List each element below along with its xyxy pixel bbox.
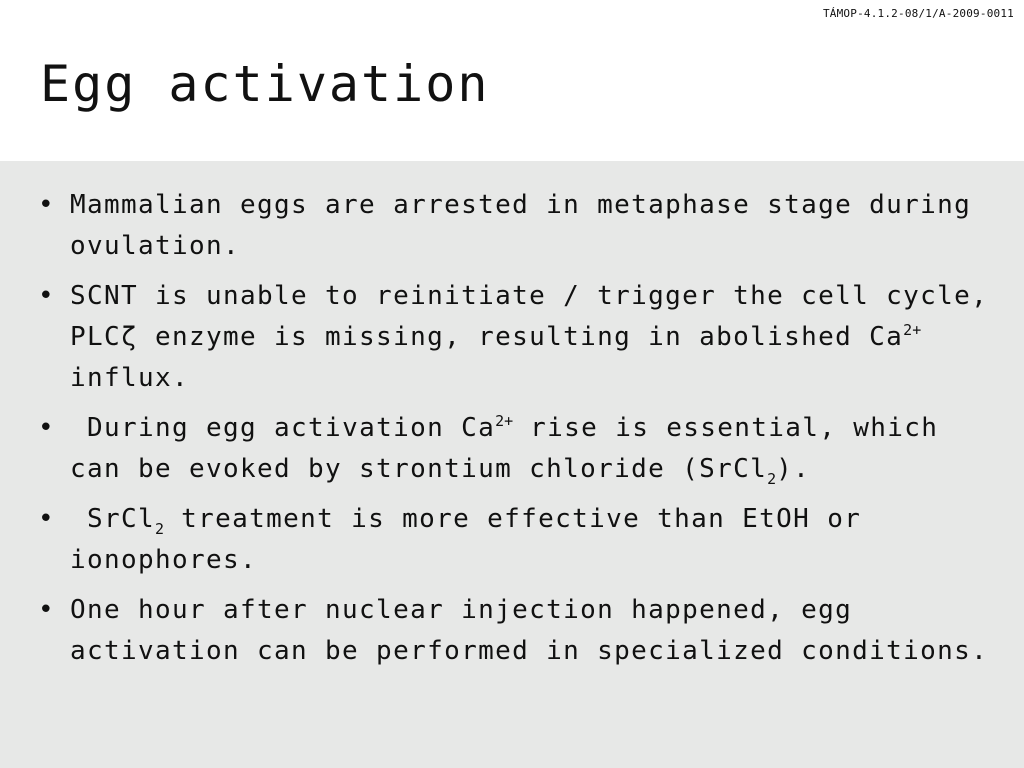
bullet-text: Mammalian eggs are arrested in metaphase stage during ovulation. <box>70 190 972 261</box>
bullet-text: During egg activation Ca <box>70 413 496 443</box>
bullet-item <box>34 408 994 490</box>
bullet-icon: • <box>38 413 56 443</box>
bullet-text: One hour after nuclear injection happened, egg activation can be performed in specialized conditions. <box>70 595 989 666</box>
subscript: 2 <box>155 520 165 538</box>
bullet-text: ). <box>776 454 811 484</box>
bullet-icon: • <box>38 190 56 220</box>
bullet-text: influx. <box>70 363 190 393</box>
superscript: 2+ <box>903 321 922 339</box>
bullet-icon: • <box>38 281 56 311</box>
bullet-text: SrCl <box>70 504 156 534</box>
project-code: TÁMOP-4.1.2-08/1/A-2009-0011 <box>822 7 1014 20</box>
slide-content <box>0 161 1024 768</box>
slide-title: Egg activation <box>40 55 490 113</box>
bullet-text: SCNT is unable to reinitiate / trigger the cell cycle, PLCζ enzyme is missing, resulting in abolished Ca <box>70 281 989 352</box>
bullet-text: treatment is more effective than EtOH or ionophores. <box>70 504 862 575</box>
subscript: 2 <box>767 470 777 488</box>
bullet-text: rise is essential, which can be evoked by strontium chloride (SrCl <box>70 413 939 484</box>
bullet-item <box>34 590 994 672</box>
bullet-item <box>34 499 994 581</box>
bullet-item <box>34 185 994 267</box>
slide-header <box>0 0 1024 161</box>
bullet-item <box>34 276 994 399</box>
bullet-icon: • <box>38 595 56 625</box>
superscript: 2+ <box>495 412 514 430</box>
bullet-icon: • <box>38 504 56 534</box>
bullet-list <box>34 185 994 681</box>
